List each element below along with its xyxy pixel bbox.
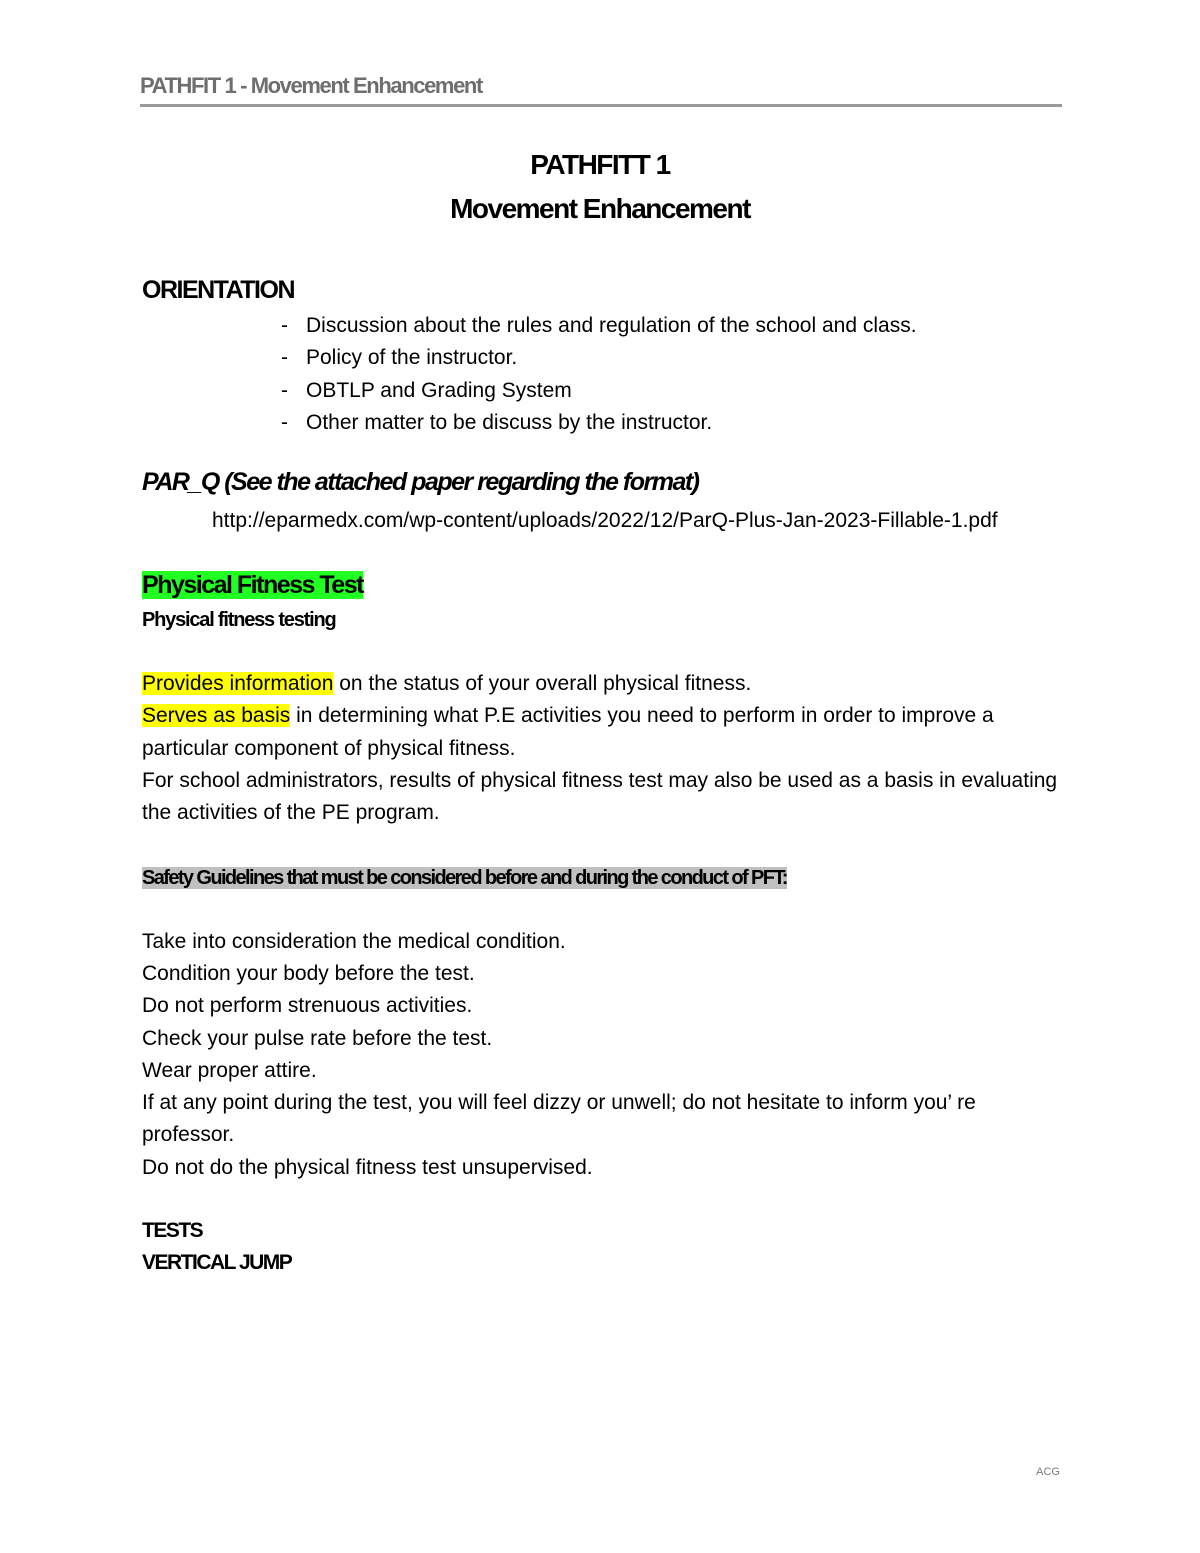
page-header — [140, 70, 1062, 107]
safety-guidelines-list — [142, 926, 1062, 1184]
list-item: Wear proper attire. — [142, 1058, 317, 1082]
highlight-serves-as-basis: Serves as basis — [142, 704, 291, 728]
tests-heading: TESTS — [142, 1219, 203, 1243]
parq-heading: PAR_Q (See the attached paper regarding the format) — [142, 468, 699, 497]
header-divider — [140, 104, 1062, 107]
list-item: Check your pulse rate before the test. — [142, 1026, 493, 1050]
footer-initials: ACG — [1036, 1466, 1060, 1478]
list-item: Do not do the physical fitness test unsupervised. — [142, 1155, 593, 1179]
pft-paragraph-3: For school administrators, results of physical fitness test may also be used as a basis in evaluating the activities of the PE program. — [142, 769, 1058, 825]
list-item-text: OBTLP and Grading System — [306, 378, 572, 402]
pft-paragraph-2 — [142, 700, 1062, 765]
safety-heading-block — [142, 861, 1062, 895]
tests-section — [142, 1215, 1062, 1280]
orientation-list — [142, 310, 1062, 439]
list-item-text: Discussion about the rules and regulation of the school and class. — [306, 314, 917, 337]
document-title-block — [0, 143, 1200, 231]
list-item — [281, 342, 1062, 374]
pft-description — [142, 668, 1062, 829]
list-item — [281, 310, 1062, 342]
dash-bullet: - — [281, 314, 288, 337]
paragraph-text: in determining what P.E activities you need to perform in order to improve a particular component of physical fitness. — [142, 704, 994, 760]
parq-link[interactable]: http://eparmedx.com/wp-content/uploads/2022/12/ParQ-Plus-Jan-2023-Fillable-1.pdf — [212, 509, 998, 533]
list-item-text: Other matter to be discuss by the instructor. — [306, 410, 713, 434]
document-body — [142, 272, 1062, 1280]
list-item: Take into consideration the medical condition. — [142, 929, 566, 953]
dash-bullet: - — [281, 410, 288, 434]
pft-subheading: Physical fitness testing — [142, 609, 336, 632]
list-item: Do not perform strenuous activities. — [142, 994, 473, 1018]
list-item-text: Policy of the instructor. — [306, 346, 518, 370]
dash-bullet: - — [281, 346, 288, 370]
list-item — [281, 407, 1062, 439]
running-header-title: PATHFIT 1 - Movement Enhancement — [140, 73, 482, 98]
safety-heading: Safety Guidelines that must be considered before and during the conduct of PFT: — [142, 866, 787, 889]
document-title-line1: PATHFITT 1 — [530, 149, 670, 180]
list-item: Condition your body before the test. — [142, 961, 475, 985]
paragraph-text: on the status of your overall physical fitness. — [333, 672, 752, 696]
pft-paragraph-1 — [142, 668, 1062, 700]
dash-bullet: - — [281, 378, 288, 402]
document-title-line2: Movement Enhancement — [450, 193, 750, 224]
pft-heading: Physical Fitness Test — [142, 571, 363, 600]
orientation-heading: ORIENTATION — [142, 276, 295, 304]
vertical-jump-heading: VERTICAL JUMP — [142, 1251, 292, 1275]
list-item — [281, 375, 1062, 407]
pft-heading-block — [142, 567, 1062, 603]
list-item: If at any point during the test, you will feel dizzy or unwell; do not hesitate to inform you’ re professor. — [142, 1091, 976, 1147]
highlight-provides-information: Provides information — [142, 672, 334, 696]
